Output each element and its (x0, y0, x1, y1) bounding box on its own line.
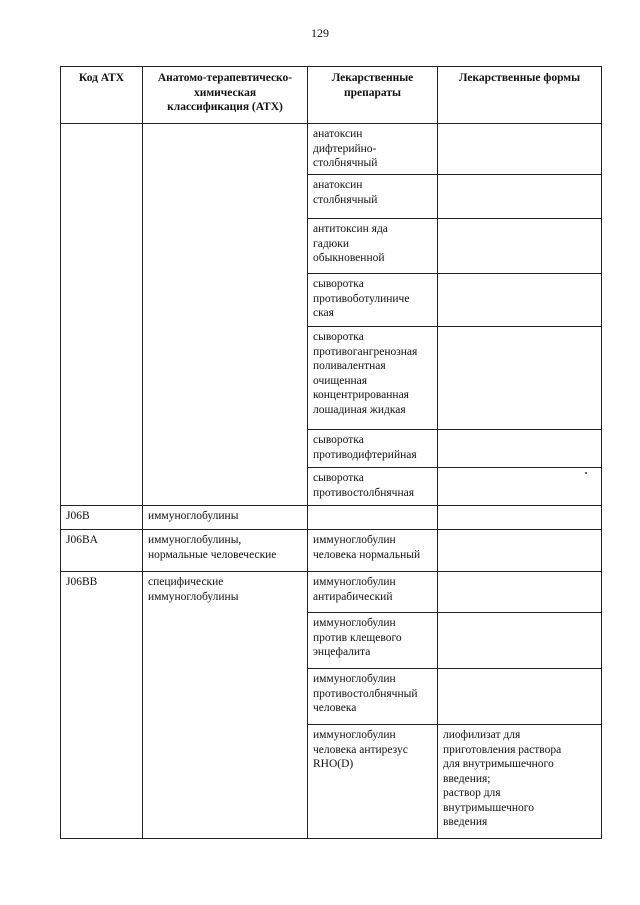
forms-cell-empty (438, 124, 602, 175)
table-header-row (61, 67, 602, 124)
drug-cell: иммуноглобулин против клещевого энцефалита (308, 613, 438, 669)
drug-cell-empty (308, 506, 438, 530)
drug-cell: сыворотка противодифтерийная (308, 430, 438, 468)
forms-cell-empty (438, 530, 602, 572)
code-cell-empty (61, 124, 143, 506)
page-number: 129 (311, 26, 329, 40)
drug-cell: сыворотка противостолбнячная (308, 468, 438, 506)
header-dosage-forms: Лекарственные формы (438, 67, 602, 124)
code-cell: J06B (61, 506, 143, 530)
forms-cell-empty (438, 669, 602, 725)
drug-cell: анатоксин столбнячный (308, 175, 438, 219)
drug-cell: иммуноглобулин противостолбнячный человека (308, 669, 438, 725)
forms-cell-empty (438, 506, 602, 530)
drug-cell: иммуноглобулин человека антирезус RHO(D) (308, 725, 438, 839)
forms-cell-empty (438, 219, 602, 274)
forms-cell-empty (438, 613, 602, 669)
code-cell: J06BA (61, 530, 143, 572)
header-atc-classification: Анатомо-терапевтическо- химическая классификация (АТХ) (143, 67, 308, 124)
forms-cell-empty (438, 468, 602, 506)
header-drugs: Лекарственные препараты (308, 67, 438, 124)
classification-cell: иммуноглобулины (143, 506, 308, 530)
forms-cell-empty (438, 327, 602, 430)
header-atc-code: Код АТХ (61, 67, 143, 124)
atc-table (60, 66, 602, 839)
drug-cell: сыворотка противогангренозная поливалентная очищенная концентрированная лошадиная жидкая (308, 327, 438, 430)
code-cell: J06BB (61, 572, 143, 839)
classification-cell-empty (143, 124, 308, 506)
table-row (61, 572, 602, 613)
table-row (61, 124, 602, 175)
forms-cell: лиофилизат для приготовления раствора для внутримышечного введения; раствор для внутримышечного введения (438, 725, 602, 839)
drug-cell: иммуноглобулин антирабический (308, 572, 438, 613)
classification-cell: иммуноглобулины, нормальные человеческие (143, 530, 308, 572)
forms-cell-empty (438, 274, 602, 327)
drug-cell: антитоксин яда гадюки обыкновенной (308, 219, 438, 274)
table-row (61, 530, 602, 572)
scan-speck (585, 472, 587, 474)
classification-cell: специфические иммуноглобулины (143, 572, 308, 839)
table-row (61, 506, 602, 530)
forms-cell-empty (438, 430, 602, 468)
drug-cell: иммуноглобулин человека нормальный (308, 530, 438, 572)
forms-cell-empty (438, 572, 602, 613)
drug-cell: анатоксин дифтерийно- столбнячный (308, 124, 438, 175)
forms-cell-empty (438, 175, 602, 219)
drug-cell: сыворотка противоботулиниче ская (308, 274, 438, 327)
